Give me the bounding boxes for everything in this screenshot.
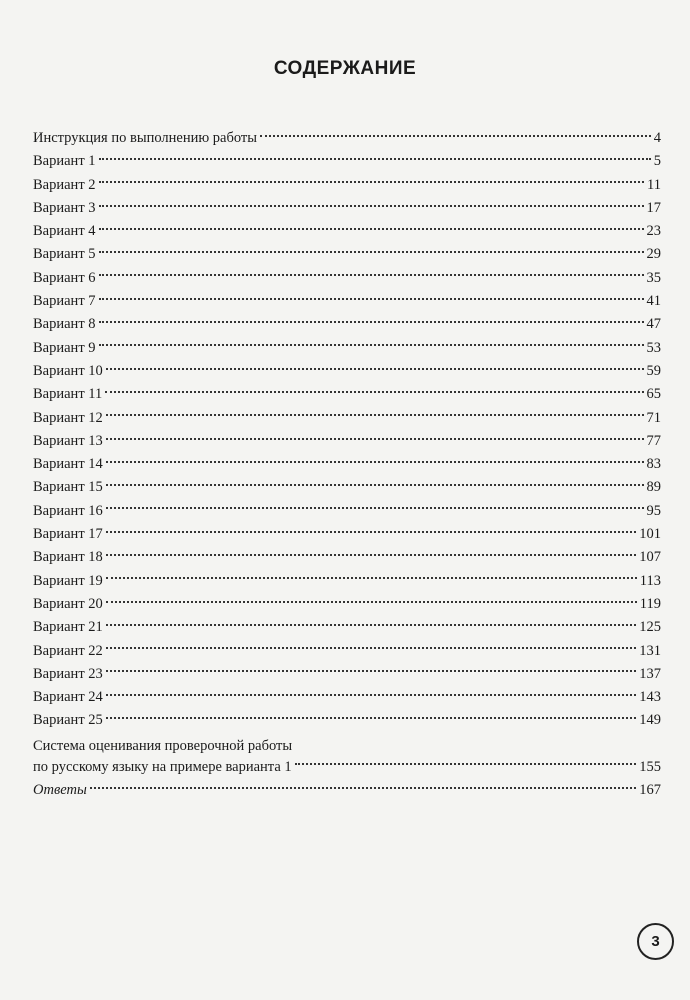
toc-entry[interactable] <box>33 430 661 453</box>
toc-entry[interactable] <box>33 337 661 360</box>
toc-entry[interactable] <box>33 570 661 593</box>
toc-entry-page: 17 <box>646 199 661 216</box>
page-number-badge: 3 <box>637 923 674 960</box>
toc-entry-label: Вариант 23 <box>33 665 103 682</box>
dot-leader <box>90 787 636 789</box>
toc-entry-label: Вариант 3 <box>33 199 96 216</box>
toc-entry-page: 23 <box>646 223 661 240</box>
toc-entry[interactable] <box>33 686 661 709</box>
dot-leader <box>99 158 651 160</box>
toc-entry-label: Вариант 5 <box>33 246 96 263</box>
dot-leader <box>106 368 644 370</box>
dot-leader <box>99 205 644 207</box>
toc-entry-page: 167 <box>639 782 661 799</box>
toc-entry-label: Вариант 15 <box>33 479 103 496</box>
toc-entry-label: Вариант 21 <box>33 619 103 636</box>
toc-entry-page: 71 <box>646 409 661 426</box>
toc-entry-page: 149 <box>639 712 661 729</box>
dot-leader <box>99 321 644 323</box>
toc-entry-page: 101 <box>639 526 661 543</box>
toc-entry-page: 83 <box>646 456 661 473</box>
toc-entry-label: Инструкция по выполнению работы <box>33 130 257 146</box>
toc-entry-label-line2: по русскому языку на примере варианта 1 <box>33 758 292 775</box>
toc-entry-label: Вариант 24 <box>33 689 103 706</box>
toc-entry[interactable] <box>33 313 661 336</box>
toc-entry[interactable] <box>33 500 661 523</box>
toc-entry[interactable] <box>33 476 661 499</box>
toc-entry[interactable] <box>33 360 661 383</box>
toc-entry-grading[interactable] <box>33 736 661 779</box>
toc-entry-label-line1: Система оценивания проверочной работы <box>33 737 293 754</box>
toc-entry-label: Ответы <box>33 782 87 799</box>
toc-entry[interactable] <box>33 453 661 476</box>
dot-leader <box>99 181 645 183</box>
toc-entry-label: Вариант 18 <box>33 549 103 566</box>
toc-entry-answers[interactable] <box>33 779 661 802</box>
toc-entry-label: Вариант 8 <box>33 316 96 333</box>
dot-leader <box>106 531 636 533</box>
toc-entry-label: Вариант 2 <box>33 176 96 193</box>
toc-entry-page: 155 <box>639 758 661 775</box>
toc-entry-page: 29 <box>646 246 661 263</box>
toc-entry-page: 65 <box>646 386 661 403</box>
toc-entry-label: Вариант 4 <box>33 223 96 240</box>
toc-entry-label: Вариант 12 <box>33 409 103 426</box>
toc-entry-label: Вариант 6 <box>33 269 96 286</box>
dot-leader <box>106 670 636 672</box>
dot-leader <box>260 135 651 137</box>
toc-entry-page: 47 <box>646 316 661 333</box>
toc-entry[interactable] <box>33 523 661 546</box>
page-title: СОДЕРЖАНИЕ <box>273 58 417 79</box>
toc-entry-page: 137 <box>639 665 661 682</box>
toc-entry[interactable] <box>33 290 661 313</box>
dot-leader <box>295 763 637 765</box>
toc-entry[interactable] <box>33 616 661 639</box>
toc-entries <box>33 127 661 733</box>
toc-entry-label: Вариант 25 <box>33 712 103 729</box>
dot-leader <box>106 624 636 626</box>
toc-entry-page: 119 <box>639 595 661 612</box>
toc-entry[interactable] <box>33 640 661 663</box>
toc-entry-page: 4 <box>653 130 661 146</box>
toc-entry-page: 41 <box>646 293 661 310</box>
toc-entry-page: 53 <box>646 339 661 356</box>
dot-leader <box>106 554 636 556</box>
toc-entry-label: Вариант 16 <box>33 502 103 519</box>
toc-entry-page: 59 <box>646 362 661 379</box>
toc-entry[interactable] <box>33 197 661 220</box>
dot-leader <box>106 694 636 696</box>
toc-entry[interactable] <box>33 663 661 686</box>
toc-entry-page: 35 <box>646 269 661 286</box>
dot-leader <box>106 461 644 463</box>
dot-leader <box>99 298 644 300</box>
toc-entry-page: 95 <box>646 502 661 519</box>
toc-entry-page: 11 <box>647 176 661 193</box>
dot-leader <box>99 251 644 253</box>
toc-entry[interactable] <box>33 709 661 732</box>
toc-entry[interactable] <box>33 593 661 616</box>
toc-entry-page: 113 <box>639 572 661 589</box>
toc-entry-label: Вариант 11 <box>33 386 103 403</box>
dot-leader <box>99 344 644 346</box>
toc-entry-label: Вариант 19 <box>33 572 103 589</box>
toc-entry-label: Вариант 14 <box>33 456 103 473</box>
toc-entry-page: 143 <box>639 689 661 706</box>
dot-leader <box>106 577 637 579</box>
dot-leader <box>99 228 644 230</box>
toc-entry-page: 125 <box>639 619 661 636</box>
dot-leader <box>106 647 636 649</box>
toc-entry-label: Вариант 1 <box>33 153 96 170</box>
toc-entry-page: 131 <box>639 642 661 659</box>
toc-entry-label: Вариант 17 <box>33 526 103 543</box>
toc-entry[interactable] <box>33 243 661 266</box>
dot-leader <box>106 438 644 440</box>
toc-entry-page: 89 <box>646 479 661 496</box>
table-of-contents <box>33 127 661 802</box>
toc-entry[interactable] <box>33 220 661 243</box>
toc-entry-label: Вариант 22 <box>33 642 103 659</box>
toc-entry[interactable] <box>33 546 661 569</box>
toc-entry-page: 5 <box>653 153 661 170</box>
toc-entry-label: Вариант 13 <box>33 432 103 449</box>
dot-leader <box>105 391 643 393</box>
toc-entry[interactable] <box>33 267 661 290</box>
toc-entry-page: 107 <box>639 549 661 566</box>
dot-leader <box>106 414 644 416</box>
dot-leader <box>106 484 644 486</box>
toc-entry[interactable] <box>33 383 661 406</box>
toc-entry[interactable] <box>33 174 661 197</box>
toc-entry-label: Вариант 20 <box>33 595 103 612</box>
dot-leader <box>99 274 644 276</box>
dot-leader <box>106 507 644 509</box>
toc-entry[interactable] <box>33 407 661 430</box>
toc-entry-label: Вариант 9 <box>33 339 96 356</box>
toc-entry-label: Вариант 10 <box>33 362 103 379</box>
toc-entry-page: 77 <box>646 432 661 449</box>
toc-entry[interactable] <box>33 127 661 150</box>
dot-leader <box>106 601 637 603</box>
toc-entry-label: Вариант 7 <box>33 293 96 310</box>
toc-entry[interactable] <box>33 150 661 173</box>
dot-leader <box>106 717 636 719</box>
